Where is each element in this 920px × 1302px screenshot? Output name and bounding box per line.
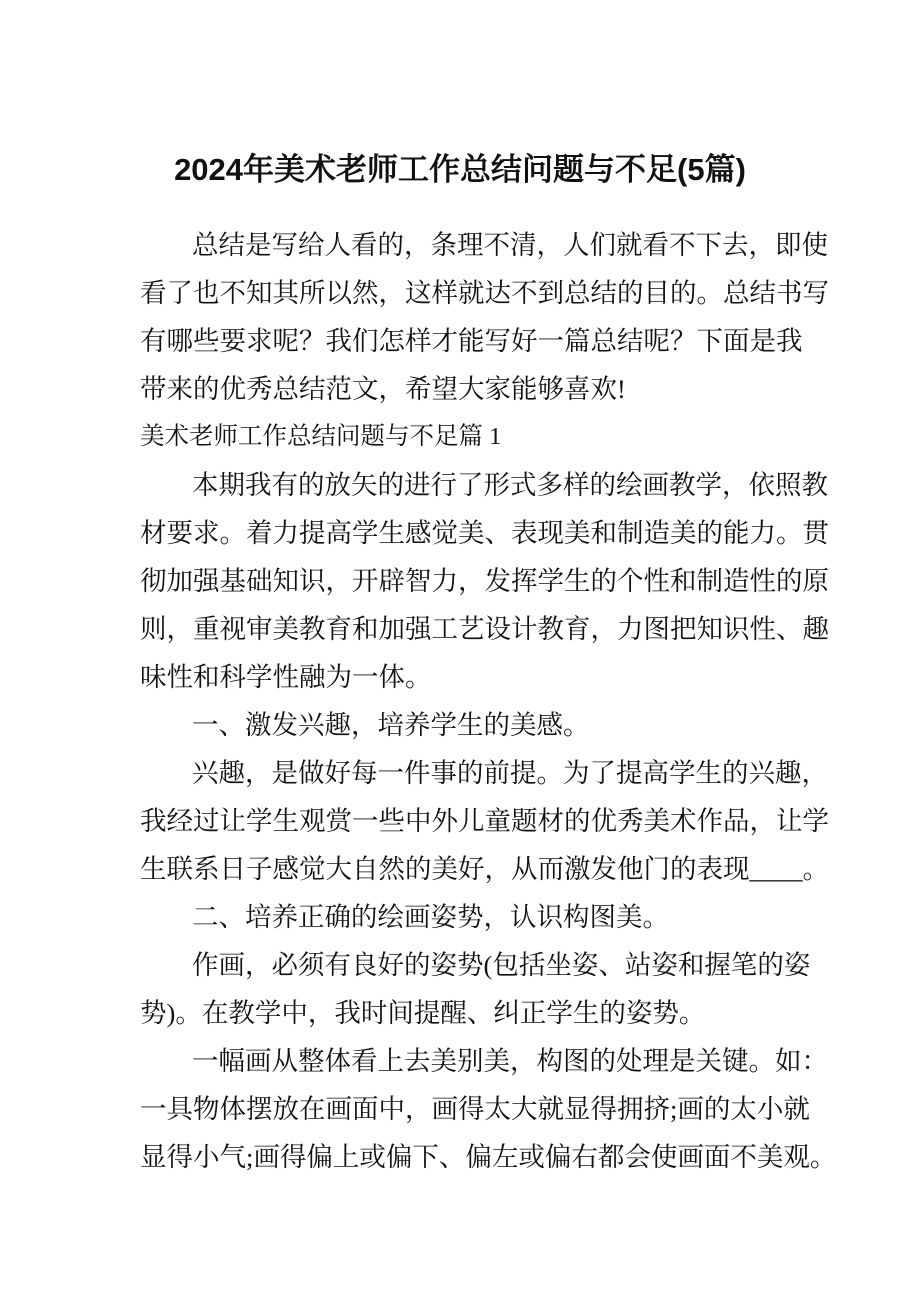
text-line: 有哪些要求呢？我们怎样才能写好一篇总结呢？下面是我 <box>140 326 803 356</box>
text-line: 彻加强基础知识，开辟智力，发挥学生的个性和制造性的原 <box>140 566 829 596</box>
text-line: 生联系日子感觉大自然的美好，从而激发他门的表现____。 <box>140 854 829 884</box>
text-line: 作画，必须有良好的姿势(包括坐姿、站姿和握笔的姿 <box>192 950 811 980</box>
text-line: 材要求。着力提高学生感觉美、表现美和制造美的能力。贯 <box>140 518 829 548</box>
text-line: 兴趣，是做好每一件事的前提。为了提高学生的兴趣， <box>192 758 828 788</box>
text-line: 二、培养正确的绘画姿势，认识构图美。 <box>192 902 669 932</box>
text-line: 显得小气;画得偏上或偏下、偏左或偏右都会使画面不美观。 <box>140 1142 837 1172</box>
document-title: 2024年美术老师工作总结问题与不足(5篇) <box>174 152 746 187</box>
text-line: 一具物体摆放在画面中，画得太大就显得拥挤;画的太小就 <box>140 1094 810 1124</box>
text-line: 总结是写给人看的，条理不清，人们就看不下去，即使 <box>192 230 828 260</box>
text-line: 我经过让学生观赏一些中外儿童题材的优秀美术作品，让学 <box>140 806 829 836</box>
text-line: 则，重视审美教育和加强工艺设计教育，力图把知识性、趣 <box>140 614 829 644</box>
text-line: 一、激发兴趣，培养学生的美感。 <box>192 710 590 740</box>
text-line: 势)。在教学中，我时间提醒、纠正学生的姿势。 <box>140 998 706 1028</box>
section-heading: 美术老师工作总结问题与不足篇 1 <box>140 423 502 450</box>
text-line: 味性和科学性融为一体。 <box>140 662 432 692</box>
document-body <box>140 221 837 1181</box>
text-line: 本期我有的放矢的进行了形式多样的绘画教学，依照教 <box>192 470 828 500</box>
text-line: 带来的优秀总结范文，希望大家能够喜欢! <box>140 374 626 404</box>
text-line: 看了也不知其所以然，这样就达不到总结的目的。总结书写 <box>140 278 829 308</box>
text-line: 一幅画从整体看上去美别美，构图的处理是关键。如： <box>192 1046 828 1076</box>
